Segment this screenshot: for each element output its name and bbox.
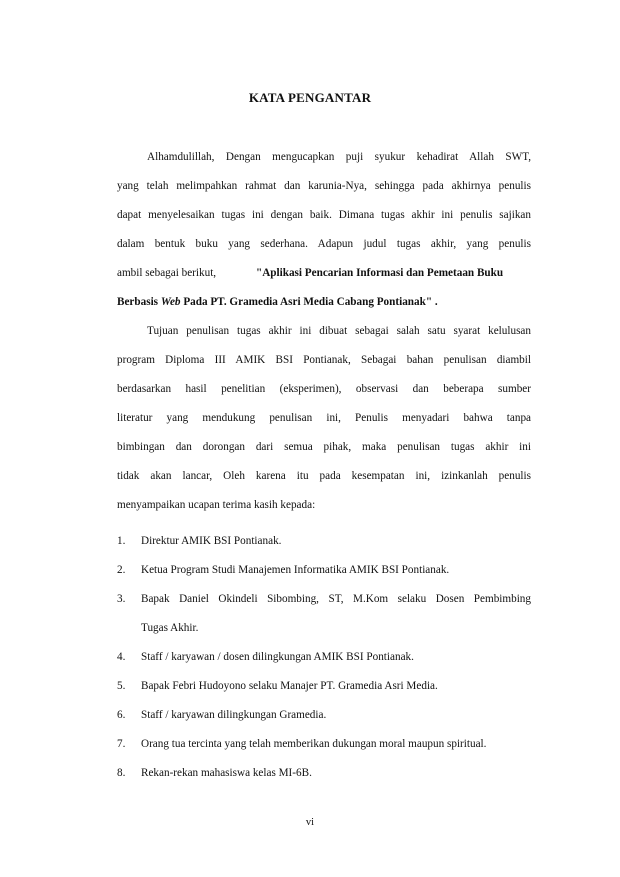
list-number: 1. [117, 535, 126, 547]
paragraph-line: Alhamdulillah, Dengan mengucapkan puji syukur kehadirat Allah SWT, [147, 151, 531, 163]
list-text: Rekan-rekan mahasiswa kelas MI-6B. [141, 767, 312, 779]
list-number: 6. [117, 709, 126, 721]
list-item [117, 708, 531, 723]
list-text: Bapak Febri Hudoyono selaku Manajer PT. Gramedia Asri Media. [141, 680, 438, 692]
paragraph-line: bimbingan dan dorongan dari semua pihak, maka penulisan tugas akhir ini [117, 441, 531, 453]
lead-in-text: ambil sebagai berikut, [117, 267, 217, 279]
paragraph-line: berdasarkan hasil penelitian (eksperimen), observasi dan beberapa sumber [117, 383, 531, 395]
list-item [117, 563, 531, 578]
list-item [117, 592, 531, 607]
list-text: Staff / karyawan / dosen dilingkungan AMIK BSI Pontianak. [141, 651, 414, 663]
list-number: 8. [117, 767, 126, 779]
list-item-continuation [117, 621, 531, 636]
list-text: Tugas Akhir. [141, 622, 199, 634]
list-item [117, 534, 531, 549]
paragraph-line: dalam bentuk buku yang sederhana. Adapun judul tugas akhir, yang penulis [117, 238, 531, 250]
paragraph-line: Tujuan penulisan tugas akhir ini dibuat sebagai salah satu syarat kelulusan [147, 325, 531, 337]
paragraph-line: menyampaikan ucapan terima kasih kepada: [117, 499, 316, 511]
thesis-title-part-1: "Aplikasi Pencarian Informasi dan Pemetaan Buku [256, 267, 504, 279]
thesis-title-line-2 [117, 295, 531, 310]
paragraph-line: literatur yang mendukung penulisan ini, Penulis menyadari bahwa tanpa [117, 412, 531, 424]
list-number: 2. [117, 564, 126, 576]
thesis-title-web: Web [160, 296, 181, 308]
paragraph-line: program Diploma III AMIK BSI Pontianak, Sebagai bahan penulisan diambil [117, 354, 531, 366]
list-text: Orang tua tercinta yang telah memberikan dukungan moral maupun spiritual. [141, 738, 487, 750]
list-text: Bapak Daniel Okindeli Sibombing, ST, M.Kom selaku Dosen Pembimbing [141, 593, 531, 605]
list-item [117, 737, 531, 752]
page-number: vi [305, 817, 315, 828]
list-text: Direktur AMIK BSI Pontianak. [141, 535, 282, 547]
paragraph-line: yang telah melimpahkan rahmat dan karunia-Nya, sehingga pada akhirnya penulis [117, 180, 531, 192]
list-item [117, 766, 531, 781]
paragraph-line [117, 266, 531, 281]
list-text: Ketua Program Studi Manajemen Informatika AMIK BSI Pontianak. [141, 564, 450, 576]
thesis-title-part-2a: Berbasis [117, 296, 161, 308]
list-number: 4. [117, 651, 126, 663]
list-number: 5. [117, 680, 126, 692]
paragraph-line: dapat menyelesaikan tugas ini dengan baik. Dimana tugas akhir ini penulis sajikan [117, 209, 531, 221]
paragraph-line: tidak akan lancar, Oleh karena itu pada kesempatan ini, izinkanlah penulis [117, 470, 531, 482]
list-number: 3. [117, 593, 126, 605]
page-title: KATA PENGANTAR [248, 90, 372, 105]
thesis-title-part-2c: Pada PT. Gramedia Asri Media Cabang Pontianak" [180, 296, 433, 308]
list-text: Staff / karyawan dilingkungan Gramedia. [141, 709, 327, 721]
list-item [117, 679, 531, 694]
thesis-title-end: . [434, 296, 438, 308]
list-number: 7. [117, 738, 126, 750]
list-item [117, 650, 531, 665]
